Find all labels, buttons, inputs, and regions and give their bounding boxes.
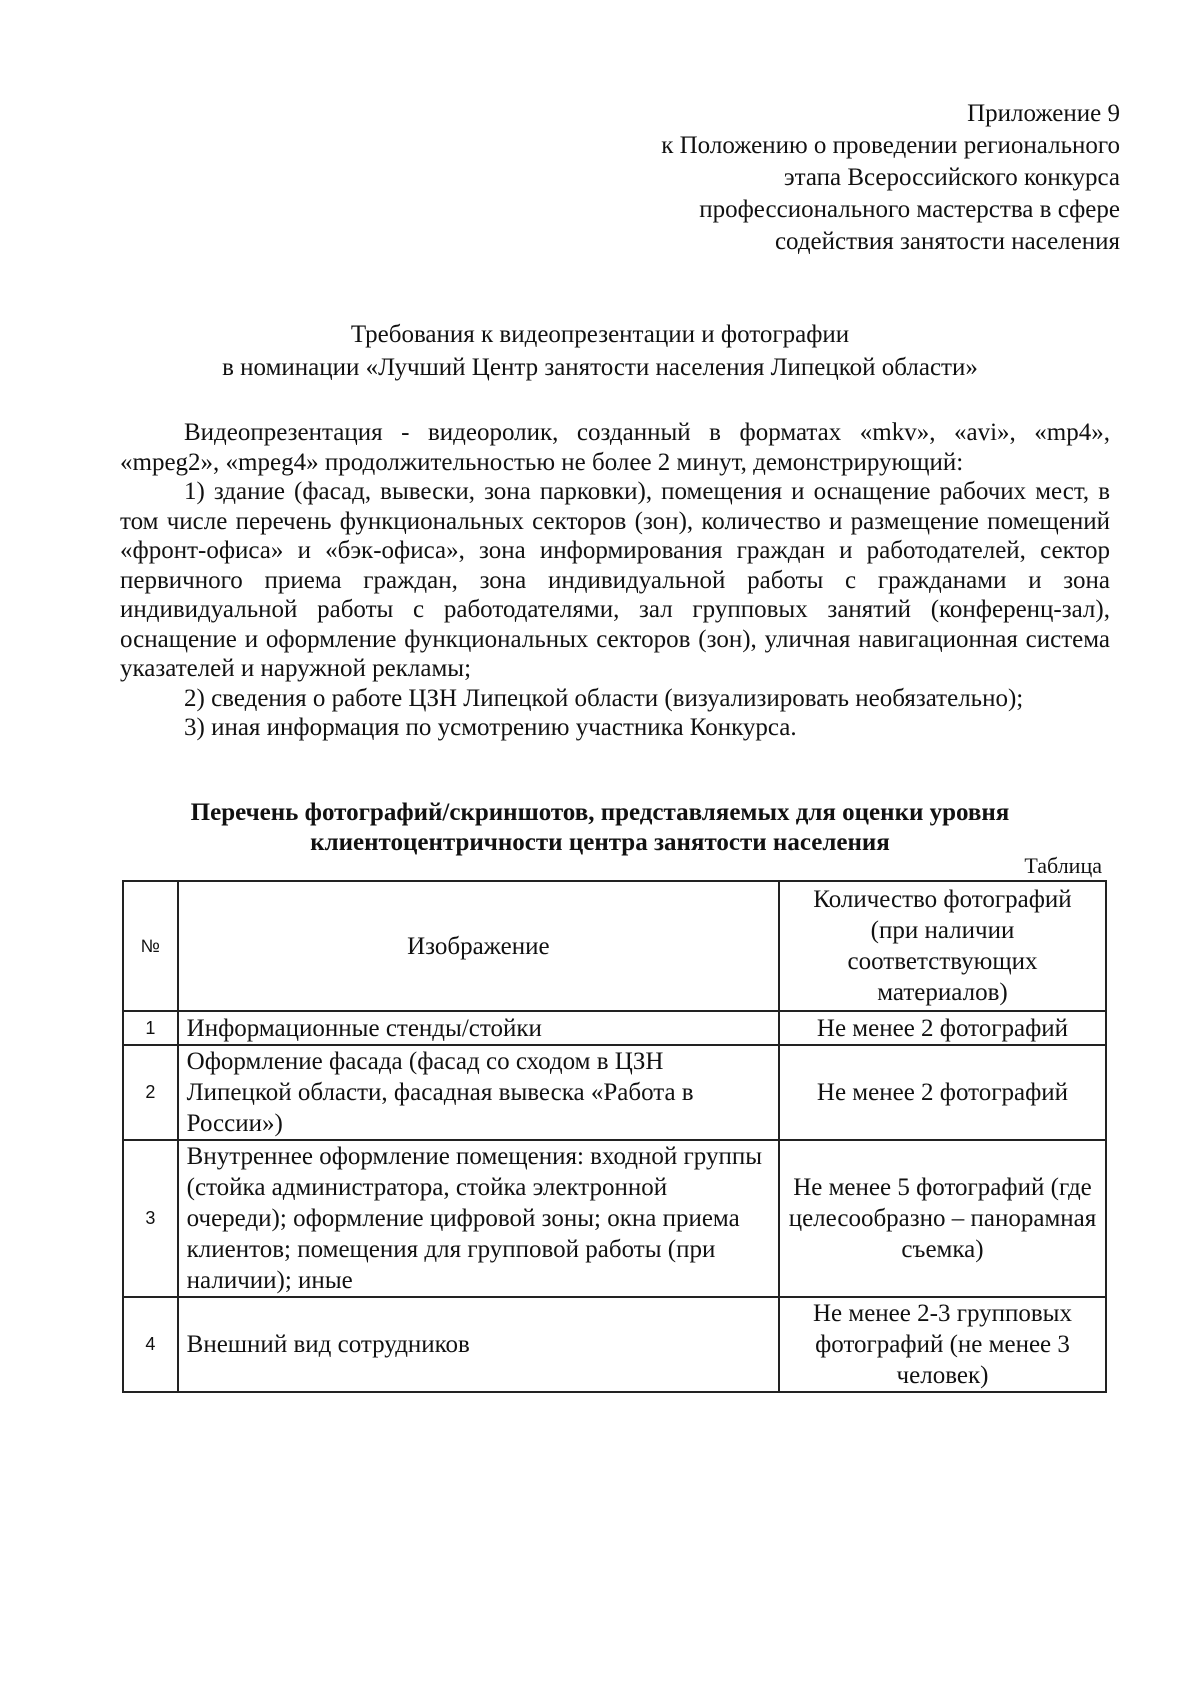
row-num: 1 [123,1011,178,1045]
row-count: Не менее 5 фотографий (где целесообразно – панорамная съемка) [779,1140,1106,1297]
appendix-line: Приложение 9 [967,100,1120,127]
appendix-line: к Положению о проведении регионального [661,132,1120,159]
row-image: Информационные стенды/стойки [178,1011,779,1045]
row-num: 2 [123,1045,178,1140]
body-paragraph: 2) сведения о работе ЦЗН Липецкой области (визуализировать необязательно); [184,684,1024,712]
table-row [123,1045,1106,1140]
table-header-row [123,881,1106,1011]
table-row [123,1140,1106,1297]
header-image: Изображение [178,881,779,1011]
row-count: Не менее 2-3 групповых фотографий (не менее 3 человек) [779,1297,1106,1392]
row-num: 3 [123,1140,178,1297]
table-row [123,1011,1106,1045]
body-paragraph: Видеопрезентация - видеоролик, созданный в форматах «mkv», «avi», «mp4», «mpeg2», «mpeg4» продолжительностью не более 2 минут, демонстрирующий: [120,419,1110,476]
row-count: Не менее 2 фотографий [779,1011,1106,1045]
body-text [120,418,1110,743]
title-line-1: Требования к видеопрезентации и фотографии [350,321,850,348]
row-num: 4 [123,1297,178,1392]
header-count: Количество фотографий (при наличии соответствующих материалов) [779,881,1106,1011]
appendix-line: профессионального мастерства в сфере [699,196,1120,223]
document-title [0,318,1200,384]
list-heading-line-2: клиентоцентричности центра занятости населения [310,829,890,856]
header-num: № [123,881,178,1011]
appendix-line: этапа Всероссийского конкурса [783,164,1120,191]
appendix-line: содействия занятости населения [774,228,1120,255]
row-count: Не менее 2 фотографий [779,1045,1106,1140]
appendix-header [420,98,1120,258]
list-heading [0,798,1200,858]
body-paragraph: 3) иная информация по усмотрению участника Конкурса. [184,714,797,741]
row-image: Оформление фасада (фасад со сходом в ЦЗН Липецкой области, фасадная вывеска «Работа в России») [178,1045,779,1140]
title-line-2: в номинации «Лучший Центр занятости населения Липецкой области» [222,354,978,381]
row-image: Внутреннее оформление помещения: входной группы (стойка администратора, стойка электронной очереди); оформление цифровой зоны; окна приема клиентов; помещения для групповой работы (при наличии); иные [178,1140,779,1297]
table-row [123,1297,1106,1392]
photos-table [122,880,1107,1393]
table-caption: Таблица [1024,853,1102,878]
body-paragraph: 1) здание (фасад, вывески, зона парковки), помещения и оснащение рабочих мест, в том числе перечень функциональных секторов (зон), количество и размещение помещений «фронт-офиса» и «бэк-офиса», зона информирования граждан и работодателей, сектор первичного приема граждан, зона индивидуальной работы с гражданами и зона индивидуальной работы с работодателями, зал групповых занятий (конференц-зал), оснащение и оформление функциональных секторов (зон), уличная навигационная система указателей и наружной рекламы; [120,478,1110,682]
list-heading-line-1: Перечень фотографий/скриншотов, представляемых для оценки уровня [190,799,1010,826]
row-image: Внешний вид сотрудников [178,1297,779,1392]
